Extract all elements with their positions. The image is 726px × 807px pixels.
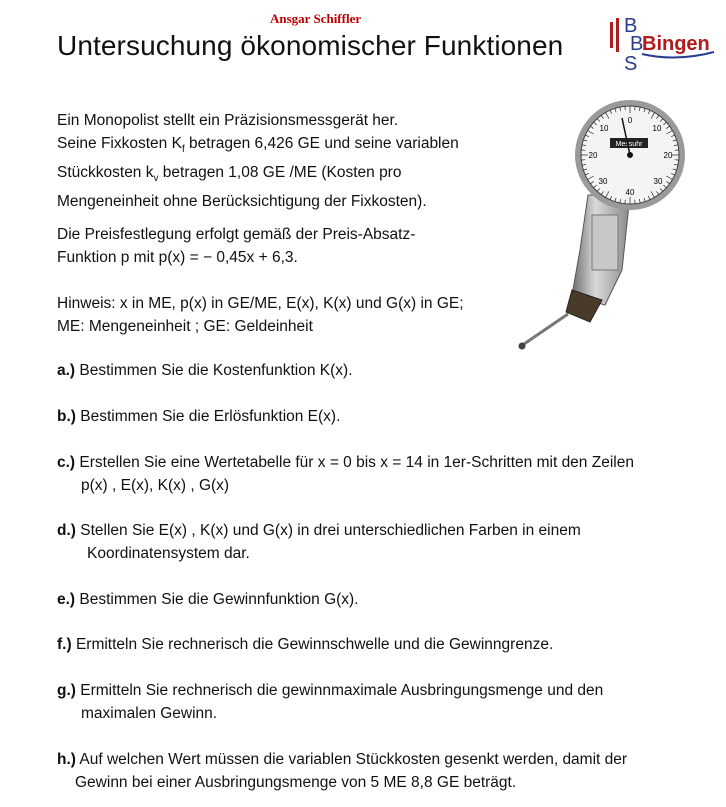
task-a <box>57 359 353 382</box>
task-c <box>57 451 634 497</box>
gauge-tip <box>519 343 526 350</box>
dial-num-20l: 20 <box>588 151 598 160</box>
logo-letter-b1: B <box>624 15 638 37</box>
hint-line-2: ME: Mengeneinheit ; GE: Geldeinheit <box>57 318 313 335</box>
task-d <box>57 519 581 565</box>
dial-hub <box>627 152 633 158</box>
dial-num-30r: 30 <box>653 177 663 186</box>
logo-letter-s: S <box>624 53 638 74</box>
intro-line-3b: betragen 1,08 GE /ME (Kosten pro <box>158 164 402 182</box>
task-text: Auf welchen Wert müssen die variablen Stückkosten gesenkt werden, damit der <box>75 751 628 768</box>
task-text-continued: Koordinatensystem dar. <box>87 545 250 562</box>
task-text: Bestimmen Sie die Kostenfunktion K(x). <box>75 362 353 379</box>
logo-letter-b2: B <box>630 33 644 55</box>
dial-num-40: 40 <box>625 188 635 197</box>
hint-line-1: Hinweis: x in ME, p(x) in GE/ME, E(x), K(x) und G(x) in GE; <box>57 295 464 312</box>
task-label: b.) <box>57 408 76 425</box>
dial-num-20r: 20 <box>663 151 673 160</box>
gauge-stylus <box>524 314 568 344</box>
task-b <box>57 405 340 428</box>
task-label: h.) <box>57 751 76 768</box>
task-label: e.) <box>57 591 76 608</box>
hint-paragraph <box>57 292 464 338</box>
dial-num-10r: 10 <box>652 124 662 133</box>
intro-line-3a: Stückkosten k <box>57 164 154 182</box>
author-name: Ansgar Schiffler <box>270 11 362 26</box>
task-f <box>57 633 553 656</box>
dial-num-0: 0 <box>627 116 633 125</box>
task-text: Erstellen Sie eine Wertetabelle für x = 0 bis x = 14 in 1er-Schritten mit den Zeilen <box>75 454 634 471</box>
task-label: a.) <box>57 362 76 379</box>
task-label: f.) <box>57 636 72 653</box>
dial-gauge-illustration <box>510 100 715 350</box>
pricing-paragraph <box>57 223 415 269</box>
school-logo <box>606 12 718 74</box>
task-g <box>57 679 603 725</box>
dial-num-10l: 10 <box>599 124 609 133</box>
intro-paragraph <box>57 109 459 213</box>
task-label: c.) <box>57 454 76 471</box>
task-h <box>57 748 627 794</box>
page-title: Untersuchung ökonomischer Funktionen <box>57 30 564 61</box>
pricing-line-1: Die Preisfestlegung erfolgt gemäß der Preis-Absatz- <box>57 226 416 243</box>
intro-line-2-sub: f <box>181 144 185 156</box>
task-text: Bestimmen Sie die Gewinnfunktion G(x). <box>75 591 359 608</box>
task-text-continued: p(x) , E(x), K(x) , G(x) <box>81 477 230 494</box>
logo-bar-2 <box>616 18 619 52</box>
intro-line-2a: Seine Fixkosten K <box>57 135 182 152</box>
task-text-continued: maximalen Gewinn. <box>81 705 218 722</box>
intro-line-4: Mengeneinheit ohne Berücksichtigung der Fixkosten). <box>57 193 427 211</box>
logo-word: Bingen <box>642 33 710 55</box>
logo-bar-1 <box>610 22 613 48</box>
dial-brand-text: Messuhr <box>615 141 643 148</box>
task-label: g.) <box>57 682 76 699</box>
task-text: Bestimmen Sie die Erlösfunktion E(x). <box>75 408 341 425</box>
task-e <box>57 588 359 611</box>
intro-line-1: Ein Monopolist stellt ein Präzisionsmessgerät her. <box>57 112 399 129</box>
task-text: Ermitteln Sie rechnerisch die Gewinnschwelle und die Gewinngrenze. <box>71 636 554 653</box>
intro-line-3-sub: v <box>153 173 159 185</box>
task-text-continued: Gewinn bei einer Ausbringungsmenge von 5 ME 8,8 GE beträgt. <box>75 774 517 791</box>
task-text: Stellen Sie E(x) , K(x) und G(x) in drei unterschiedlichen Farben in einem <box>75 522 581 539</box>
pricing-line-2: Funktion p mit p(x) = − 0,45x + 6,3. <box>57 249 298 266</box>
intro-line-2b: betragen 6,426 GE und seine variablen <box>184 135 459 152</box>
task-label: d.) <box>57 522 76 539</box>
gauge-plate <box>592 215 618 270</box>
task-text: Ermitteln Sie rechnerisch die gewinnmaximale Ausbringungsmenge und den <box>75 682 604 699</box>
dial-num-30l: 30 <box>598 177 608 186</box>
